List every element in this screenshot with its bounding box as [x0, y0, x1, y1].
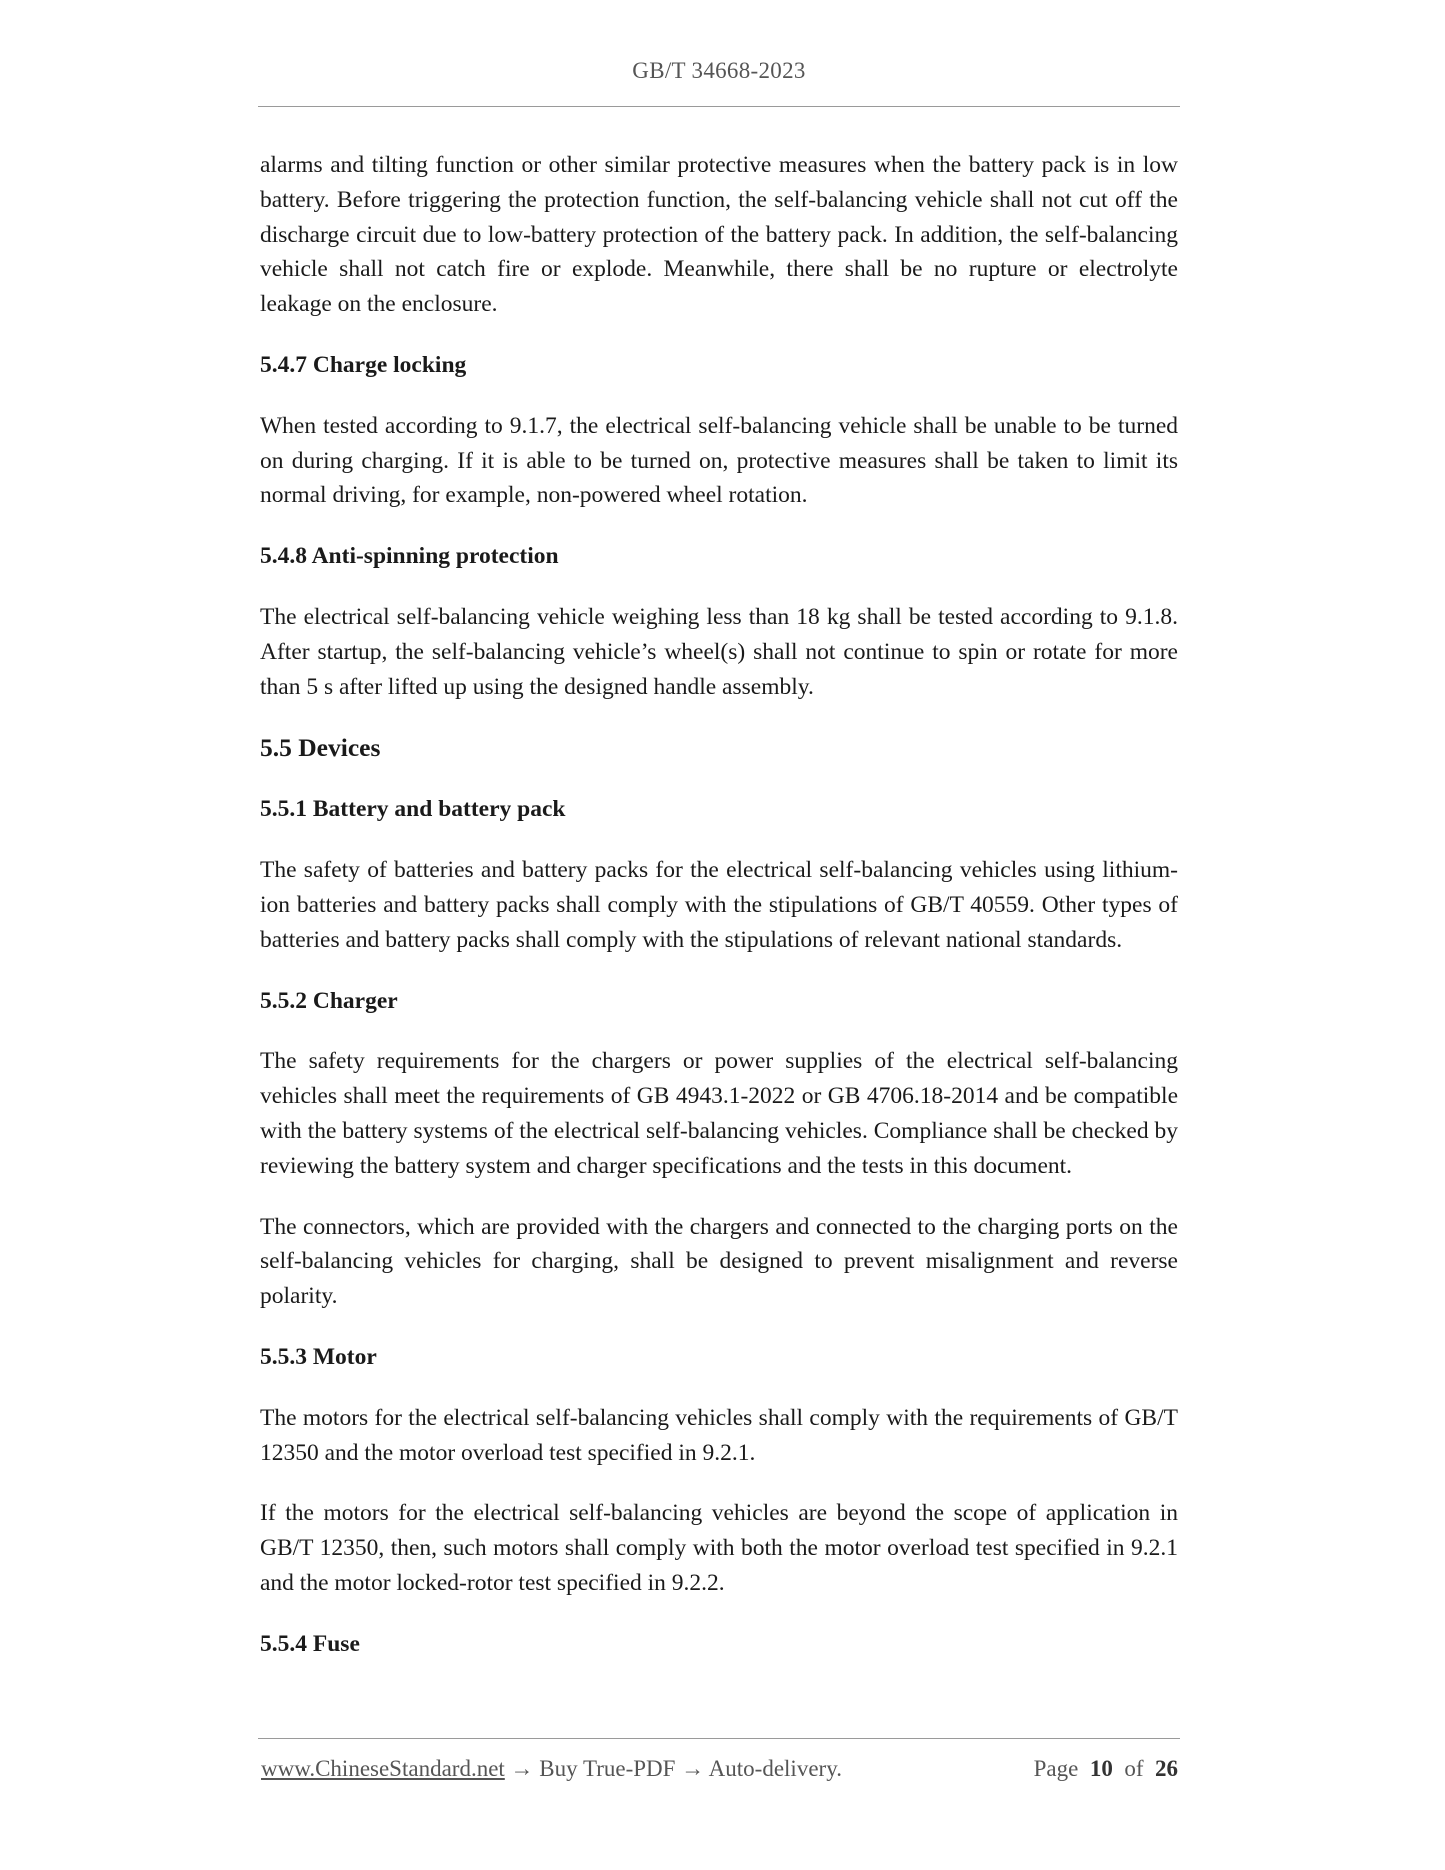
page-footer	[261, 1756, 1178, 1782]
arrow-right-icon: →	[510, 1756, 534, 1781]
heading-5-5: 5.5 Devices	[260, 733, 381, 763]
paragraph-anti-spinning: The electrical self-balancing vehicle weighing less than 18 kg shall be tested according to 9.1.8. After startup, the self-balancing vehicle’s wheel(s) shall not continue to spin or rotate for more than 5 s after lifted up using the designed handle assembly.	[260, 603, 1178, 700]
arrow-right-icon: →	[681, 1756, 705, 1781]
paragraph-charger-connectors: The connectors, which are provided with the chargers and connected to the charging ports on the self-balancing vehicles for charging, shall be designed to prevent misalignment and reverse polarity.	[260, 1213, 1178, 1310]
paragraph-motor-scope: If the motors for the electrical self-balancing vehicles are beyond the scope of application in GB/T 12350, then, such motors shall comply with both the motor overload test specified in 9.2.1 and the motor locked-rotor test specified in 9.2.2.	[260, 1500, 1178, 1596]
heading-5-4-7: 5.4.7 Charge locking	[260, 351, 467, 378]
paragraph-motor-requirements: The motors for the electrical self-balancing vehicles shall comply with the requirements of GB/T 12350 and the motor overload test specified in 9.2.1.	[260, 1404, 1178, 1466]
footer-promo	[261, 1756, 842, 1782]
heading-5-5-4: 5.5.4 Fuse	[260, 1630, 360, 1657]
paragraph-low-battery-continued: alarms and tilting function or other similar protective measures when the battery pack is in low battery. Before triggering the protection function, the self-balancing vehicle shall not cut off the discharge circuit due to low-battery protection of the battery pack. In addition, the self-balancing vehicle shall not catch fire or explode. Meanwhile, there shall be no rupture or electrolyte leakage on the enclosure.	[260, 152, 1178, 318]
page-total: 26	[1155, 1756, 1178, 1781]
page-label: Page	[1033, 1756, 1079, 1781]
heading-5-5-3: 5.5.3 Motor	[260, 1343, 377, 1370]
document-code-header: GB/T 34668-2023	[632, 58, 806, 83]
paragraph-charger-requirements: The safety requirements for the chargers or power supplies of the electrical self-balancing vehicles shall meet the requirements of GB 4943.1-2022 or GB 4706.18-2014 and be compatible with the battery systems of the electrical self-balancing vehicles. Compliance shall be checked by reviewing the battery system and charger specifications and the tests in this document.	[260, 1048, 1178, 1179]
heading-5-5-2: 5.5.2 Charger	[260, 987, 398, 1014]
site-link[interactable]: www.ChineseStandard.net	[261, 1756, 505, 1781]
document-body	[260, 148, 1178, 1662]
header-divider	[258, 106, 1180, 107]
footer-divider	[258, 1738, 1180, 1739]
heading-5-4-8: 5.4.8 Anti-spinning protection	[260, 543, 559, 570]
paragraph-battery-pack: The safety of batteries and battery packs for the electrical self-balancing vehicles using lithium-ion batteries and battery packs shall comply with the stipulations of GB/T 40559. Other types of batteries and battery packs shall comply with the stipulations of relevant national standards.	[260, 857, 1178, 953]
auto-delivery-text: Auto-delivery.	[708, 1756, 842, 1781]
page-number	[1034, 1756, 1178, 1782]
heading-5-5-1: 5.5.1 Battery and battery pack	[260, 796, 566, 823]
paragraph-charge-locking: When tested according to 9.1.7, the electrical self-balancing vehicle shall be unable to be turned on during charging. If it is able to be turned on, protective measures shall be taken to limit its normal driving, for example, non-powered wheel rotation.	[260, 412, 1178, 509]
page-of-label: of	[1124, 1756, 1144, 1781]
page-current: 10	[1089, 1756, 1113, 1781]
buy-true-pdf-text: Buy True-PDF	[539, 1756, 676, 1781]
